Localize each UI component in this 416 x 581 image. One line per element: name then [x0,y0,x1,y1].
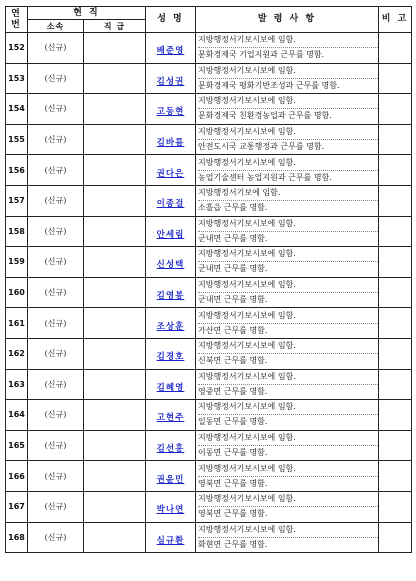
row-name-cell [146,338,196,369]
row-rank [84,369,146,400]
row-rank [84,400,146,431]
row-details [196,461,379,492]
header-rank: 직 급 [84,20,146,33]
row-details [196,63,379,94]
person-name-link[interactable]: 권다은 [156,168,185,179]
row-note [379,247,412,278]
row-details [196,216,379,247]
row-details [196,491,379,522]
row-details [196,522,379,553]
assignment-line: 문화경제국 친환경농업과 근무를 명함. [198,111,332,121]
row-name-cell [146,216,196,247]
row-details [196,124,379,155]
table-row [6,63,412,94]
row-rank [84,308,146,339]
table-row [6,124,412,155]
row-affiliation: (신규) [28,94,84,125]
appointment-line: 지방행정서기보시보에 임함. [198,370,378,385]
table-row [6,338,412,369]
assignment-line: 화현면 근무를 명함. [198,539,268,549]
person-name-link[interactable]: 권윤민 [156,474,185,485]
header-name: 성 명 [146,7,196,33]
header-row-1 [6,7,412,20]
person-name-link[interactable]: 김혜영 [156,382,185,393]
person-name-link[interactable]: 신성택 [156,260,185,271]
row-number: 155 [6,124,28,155]
person-name-link[interactable]: 조상훈 [156,321,185,332]
appointment-line: 지방행정서기보시보에 임함. [198,217,378,232]
row-number: 159 [6,247,28,278]
appointment-line: 지방행정서기보시보에 임함. [198,462,378,477]
row-note [379,124,412,155]
row-note [379,63,412,94]
assignment-line: 문화경제국 기업지원과 근무를 명함. [198,50,325,60]
row-details [196,430,379,461]
assignment-line: 농업기술센터 농업지원과 근무를 명함. [198,172,332,182]
row-number: 168 [6,522,28,553]
row-affiliation: (신규) [28,155,84,186]
row-name-cell [146,400,196,431]
row-affiliation: (신규) [28,338,84,369]
row-note [379,400,412,431]
appointment-line: 지방행정서기보시보에 임함. [198,492,378,507]
person-name-link[interactable]: 김영봉 [156,291,185,302]
row-rank [84,491,146,522]
row-name-cell [146,308,196,339]
table-row [6,155,412,186]
row-details [196,277,379,308]
row-number: 152 [6,33,28,64]
person-name-link[interactable]: 김바름 [156,138,185,149]
row-note [379,491,412,522]
row-details [196,247,379,278]
appointment-line: 지방행정서기보에 임함. [198,186,378,201]
table-row [6,94,412,125]
row-number: 161 [6,308,28,339]
row-details [196,94,379,125]
row-affiliation: (신규) [28,33,84,64]
row-rank [84,94,146,125]
row-note [379,216,412,247]
person-name-link[interactable]: 박나연 [156,505,185,516]
appointment-line: 지방행정서기보시보에 임함. [198,156,378,171]
table-body [6,33,412,553]
assignment-line: 영중면 근무를 명함. [198,386,268,396]
row-name-cell [146,185,196,216]
appointment-line: 지방행정서기보시보에 임함. [198,64,378,79]
row-details [196,369,379,400]
row-note [379,94,412,125]
row-rank [84,124,146,155]
person-name-link[interactable]: 김성권 [156,76,185,87]
row-number: 164 [6,400,28,431]
person-name-link[interactable]: 고현주 [156,413,185,424]
row-affiliation: (신규) [28,430,84,461]
row-affiliation: (신규) [28,522,84,553]
appointment-line: 지방행정서기보시보에 임함. [198,400,378,415]
table-row [6,491,412,522]
assignment-line: 영북면 근무를 명함. [198,478,268,488]
row-details [196,33,379,64]
row-number: 162 [6,338,28,369]
row-number: 165 [6,430,28,461]
table-row [6,400,412,431]
row-rank [84,247,146,278]
assignment-line: 군내면 근무를 명함. [198,233,268,243]
row-number: 158 [6,216,28,247]
row-note [379,155,412,186]
header-current: 현 직 [28,7,146,20]
row-number: 157 [6,185,28,216]
appointment-line: 지방행정서기보시보에 임함. [198,94,378,109]
assignment-line: 안전도시국 교통행정과 근무를 명함. [198,142,325,152]
table-row [6,216,412,247]
assignment-line: 가산면 근무를 명함. [198,325,268,335]
person-name-link[interactable]: 이종걸 [156,199,185,210]
person-name-link[interactable]: 배준영 [156,46,185,57]
table-row [6,247,412,278]
row-name-cell [146,124,196,155]
row-name-cell [146,277,196,308]
row-rank [84,430,146,461]
person-name-link[interactable]: 김경호 [156,352,185,363]
row-number: 163 [6,369,28,400]
row-details [196,308,379,339]
row-rank [84,522,146,553]
row-rank [84,461,146,492]
appointment-line: 지방행정서기보시보에 임함. [198,125,378,140]
row-affiliation: (신규) [28,369,84,400]
appointment-line: 지방행정서기보시보에 임함. [198,278,378,293]
row-details [196,338,379,369]
assignment-line: 문화경제국 평화기반조성과 근무를 명함. [198,80,340,90]
appointment-line: 지방행정서기보시보에 임함. [198,523,378,538]
row-note [379,308,412,339]
row-number: 160 [6,277,28,308]
row-affiliation: (신규) [28,247,84,278]
row-rank [84,185,146,216]
appointment-line: 지방행정서기보시보에 임함. [198,431,378,446]
header-note: 비 고 [379,7,412,33]
table-row [6,33,412,64]
row-note [379,369,412,400]
row-affiliation: (신규) [28,185,84,216]
header-details: 발 령 사 항 [196,7,379,33]
row-details [196,155,379,186]
row-number: 156 [6,155,28,186]
appointment-table [5,6,412,553]
row-rank [84,155,146,186]
table-row [6,277,412,308]
row-rank [84,216,146,247]
row-name-cell [146,155,196,186]
assignment-line: 군내면 근무를 명함. [198,264,268,274]
row-name-cell [146,63,196,94]
row-affiliation: (신규) [28,491,84,522]
row-name-cell [146,461,196,492]
person-name-link[interactable]: 김선홍 [156,444,185,455]
header-affiliation: 소속 [28,20,84,33]
table-row [6,461,412,492]
row-name-cell [146,522,196,553]
row-note [379,185,412,216]
table-row [6,430,412,461]
row-note [379,277,412,308]
assignment-line: 이동면 근무를 명함. [198,448,268,458]
row-number: 166 [6,461,28,492]
assignment-line: 소흘읍 근무를 명함. [198,203,268,213]
appointment-line: 지방행정서기보시보에 임함. [198,339,378,354]
assignment-line: 영북면 근무를 명함. [198,509,268,519]
row-number: 153 [6,63,28,94]
row-number: 167 [6,491,28,522]
row-note [379,461,412,492]
person-name-link[interactable]: 안세림 [156,229,185,240]
row-affiliation: (신규) [28,308,84,339]
row-note [379,33,412,64]
row-details [196,400,379,431]
appointment-line: 지방행정서기보시보에 임함. [198,33,378,48]
row-affiliation: (신규) [28,400,84,431]
row-note [379,338,412,369]
table-row [6,185,412,216]
row-number: 154 [6,94,28,125]
row-note [379,522,412,553]
assignment-line: 일동면 근무를 명함. [198,417,268,427]
row-affiliation: (신규) [28,277,84,308]
appointment-line: 지방행정서기보시보에 임함. [198,247,378,262]
assignment-line: 신북면 근무를 명함. [198,356,268,366]
person-name-link[interactable]: 고동현 [156,107,185,118]
header-no: 연번 [6,7,28,33]
table-row [6,308,412,339]
person-name-link[interactable]: 심규환 [156,535,185,546]
row-rank [84,63,146,94]
row-affiliation: (신규) [28,461,84,492]
row-name-cell [146,33,196,64]
row-rank [84,277,146,308]
row-note [379,430,412,461]
row-affiliation: (신규) [28,124,84,155]
row-rank [84,33,146,64]
table-row [6,522,412,553]
table-row [6,369,412,400]
row-name-cell [146,491,196,522]
row-name-cell [146,94,196,125]
row-details [196,185,379,216]
appointment-line: 지방행정서기보시보에 임함. [198,309,378,324]
row-name-cell [146,369,196,400]
row-rank [84,338,146,369]
row-affiliation: (신규) [28,63,84,94]
row-affiliation: (신규) [28,216,84,247]
row-name-cell [146,247,196,278]
assignment-line: 군내면 근무를 명함. [198,295,268,305]
row-name-cell [146,430,196,461]
